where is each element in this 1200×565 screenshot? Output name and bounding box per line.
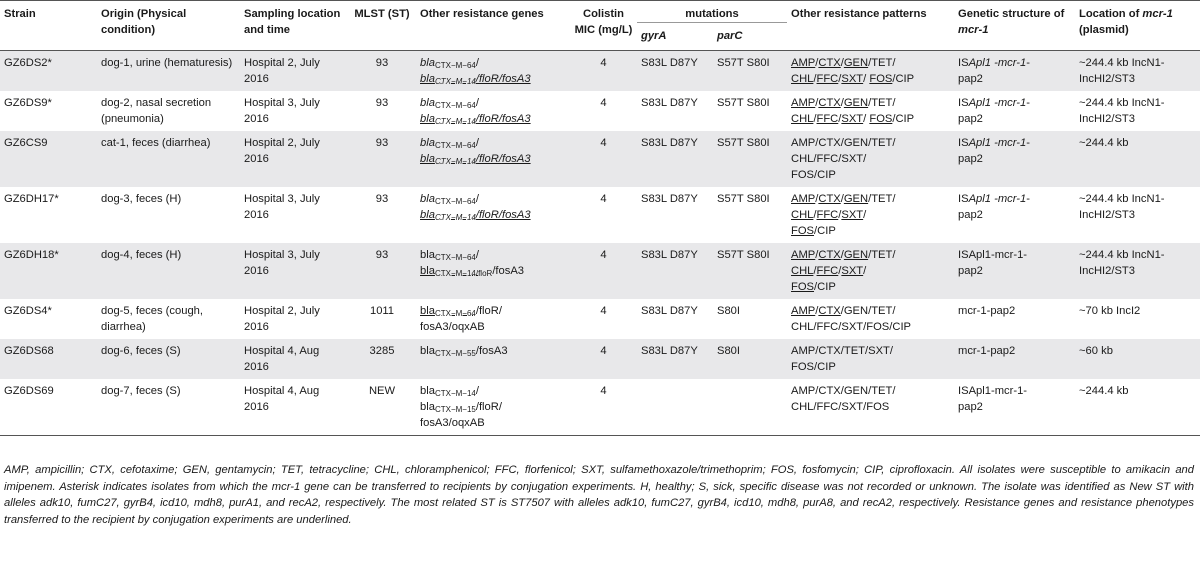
cell-parC: S57T S80I	[713, 131, 787, 187]
cell-patterns: AMP/CTX/GEN/TET/ CHL/FFC/SXT/ FOS/CIP	[787, 51, 954, 92]
cell-genes: bla$_{CTX-M-64}$/ bla$_{CTX-M-14}$/floR/fosA3	[416, 51, 570, 92]
cell-location: ~70 kb IncI2	[1079, 305, 1141, 317]
cell-gyrA: S83L D87Y	[637, 339, 713, 379]
cell-patterns: AMP/CTX/GEN/TET/ CHL/FFC/SXT/FOS	[791, 385, 896, 413]
cell-genetic: mcr-1-pap2	[958, 305, 1016, 317]
cell-sampling: Hospital 3, July 2016	[240, 243, 348, 299]
cell-st: 93	[375, 193, 389, 205]
cell-patterns: AMP/CTX/GEN/TET/ CHL/FFC/SXT/FOS/CIP	[791, 305, 912, 333]
cell-origin: dog-3, feces (H)	[101, 193, 182, 205]
cell-gyrA	[637, 379, 713, 436]
cell-origin: cat-1, feces (diarrhea)	[97, 131, 240, 187]
cell-location: ~244.4 kb IncN1-IncHI2/ST3	[1075, 243, 1200, 299]
cell-strain: GZ6DS2*	[0, 51, 97, 92]
cell-genetic: ISApl1 -mcr-1- pap2	[958, 97, 1030, 125]
header-colistin: Colistin MIC (mg/L)	[570, 1, 637, 51]
cell-mic: 4	[600, 305, 607, 317]
header-mlst: MLST (ST)	[348, 1, 416, 51]
cell-gyrA: S83L D87Y	[641, 305, 698, 317]
cell-parC: S57T S80I	[713, 51, 787, 92]
cell-mic: 4	[570, 51, 637, 92]
cell-patterns: AMP/CTX/GEN/TET/ CHL/FFC/SXT/ FOS/CIP	[787, 131, 954, 187]
cell-st: 1011	[369, 305, 395, 317]
cell-sampling: Hospital 2, July 2016	[240, 131, 348, 187]
cell-sampling: Hospital 4, Aug 2016	[240, 339, 348, 379]
cell-location: ~244.4 kb IncN1-IncHI2/ST3	[1079, 193, 1165, 221]
table-row	[0, 243, 1200, 299]
cell-strain: GZ6DS4*	[4, 305, 52, 317]
cell-strain: GZ6DS68	[0, 339, 97, 379]
cell-parC: S57T S80I	[717, 97, 770, 109]
cell-strain: GZ6DS9*	[4, 97, 52, 109]
cell-patterns: AMP/CTX/GEN/TET/ CHL/FFC/SXT/ FOS/CIP	[791, 193, 896, 237]
cell-st: 3285	[348, 339, 416, 379]
cell-parC: S80I	[717, 305, 741, 317]
cell-sampling: Hospital 2, July 2016	[240, 51, 348, 92]
cell-genes: bla$_{CTX-M-14}$/ bla$_{CTX-M-15}$/floR/ fosA3/oqxAB	[420, 385, 502, 429]
table-row	[0, 91, 1200, 131]
cell-genetic: ISApl1-mcr-1- pap2	[954, 243, 1075, 299]
cell-strain: GZ6DH18*	[0, 243, 97, 299]
cell-location: ~244.4 kb	[1075, 131, 1200, 187]
cell-gyrA: S83L D87Y	[641, 97, 698, 109]
cell-genetic: mcr-1-pap2	[954, 339, 1075, 379]
cell-origin: dog-2, nasal secretion (pneumonia)	[101, 97, 212, 125]
cell-st: 93	[348, 131, 416, 187]
cell-location: ~60 kb	[1075, 339, 1200, 379]
header-sampling: Sampling location and time	[240, 1, 348, 51]
cell-parC	[713, 379, 787, 436]
cell-parC: S57T S80I	[717, 193, 770, 205]
cell-sampling: Hospital 2, July 2016	[244, 305, 320, 333]
cell-gyrA: S83L D87Y	[637, 243, 713, 299]
cell-origin: dog-7, feces (S)	[101, 385, 181, 397]
cell-location: ~244.4 kb IncN1-IncHI2/ST3	[1075, 51, 1200, 92]
cell-genetic: ISApl1 -mcr-1- pap2	[954, 51, 1075, 92]
cell-mic: 4	[570, 339, 637, 379]
header-gyrA: gyrA	[637, 23, 713, 51]
table-row	[0, 51, 1200, 92]
cell-genes: bla$_{CTX-M-64}$/ bla$_{CTX-M-14}$/floR/fosA3	[420, 193, 531, 222]
cell-st: 93	[375, 97, 389, 109]
cell-genetic: ISApl1 -mcr-1- pap2	[954, 131, 1075, 187]
table-row	[0, 339, 1200, 379]
cell-patterns: AMP/CTX/TET/SXT/ FOS/CIP	[787, 339, 954, 379]
cell-mic: 4	[600, 385, 607, 397]
table-footnote: AMP, ampicillin; CTX, cefotaxime; GEN, gentamycin; TET, tetracycline; CHL, chloramphenicol; FFC, florfenicol; SXT, sulfamethoxazole/trimethoprim; FOS, fosfomycin; CIP, ciprofloxacin. All isolates were susceptible to amikacin and imipenem. Asterisk indicates isolates from which the mcr-1 gene can be transferred to recipients by conjugation experiments. H, healthy; S, sick, specific disease was not recorded or unknown. The isolate was identified as New ST with alleles adk10, fumC27, gyrB4, icd10, mdh8, purA1, and recA2, respectively. The most related ST is ST7507 with alleles adk10, fumC27, gyrB4, icd10, mdh8, purA8, and recA2, respectively. Resistance genes and resistance phenotypes transferred to the recipient by conjugation experiments are underlined.	[4, 464, 1194, 526]
header-strain: Strain	[0, 1, 97, 51]
cell-patterns: AMP/CTX/GEN/TET/ CHL/FFC/SXT/ FOS/CIP	[787, 243, 954, 299]
cell-genes: bla$_{CTX-M-64}$/floR/ fosA3/oqxAB	[420, 305, 502, 333]
cell-st: 93	[348, 51, 416, 92]
table-row	[0, 131, 1200, 187]
cell-mic: 4	[570, 243, 637, 299]
table-row	[0, 299, 1200, 339]
header-genetic: Genetic structure of mcr-1	[954, 1, 1075, 51]
cell-strain: GZ6CS9	[0, 131, 97, 187]
table-row	[0, 379, 1200, 436]
cell-st: NEW	[368, 385, 396, 397]
cell-patterns: AMP/CTX/GEN/TET/ CHL/FFC/SXT/ FOS/CIP	[791, 97, 915, 125]
header-row	[0, 1, 1200, 23]
table-row	[0, 187, 1200, 243]
cell-location: ~244.4 kb	[1079, 385, 1129, 397]
cell-mic: 4	[600, 97, 607, 109]
cell-genes: bla$_{CTX-M-64}$/ bla$_{CTX-M-14}$/floR/fosA3	[416, 131, 570, 187]
header-mutations: mutations	[637, 1, 787, 23]
cell-genetic: ISApl1 -mcr-1- pap2	[958, 193, 1030, 221]
cell-sampling: Hospital 3, July 2016	[244, 193, 320, 221]
cell-origin: dog-4, feces (H)	[97, 243, 240, 299]
cell-genetic: ISApl1-mcr-1- pap2	[958, 385, 1028, 413]
cell-genes: bla$_{CTX-M-55}$/fosA3	[416, 339, 570, 379]
cell-gyrA: S83L D87Y	[641, 193, 698, 205]
cell-st: 93	[348, 243, 416, 299]
cell-mic: 4	[570, 131, 637, 187]
header-patterns: Other resistance patterns	[787, 1, 954, 51]
cell-origin: dog-5, feces (cough, diarrhea)	[101, 305, 203, 333]
cell-parC: S80I	[713, 339, 787, 379]
header-parC: parC	[713, 23, 787, 51]
cell-strain: GZ6DH17*	[4, 193, 59, 205]
cell-sampling: Hospital 4, Aug 2016	[244, 385, 320, 413]
cell-location: ~244.4 kb IncN1-IncHI2/ST3	[1079, 97, 1165, 125]
cell-origin: dog-6, feces (S)	[97, 339, 240, 379]
cell-sampling: Hospital 3, July 2016	[244, 97, 320, 125]
header-location: Location of mcr-1 (plasmid)	[1075, 1, 1200, 51]
cell-parC: S57T S80I	[713, 243, 787, 299]
cell-genes: bla$_{CTX-M-64}$/ bla$_{CTX-M-14}$/floR/fosA3	[420, 97, 531, 126]
cell-genes: bla$_{CTX-M-64}$/ bla$_{CTX-M-14/floR}$/fosA3	[416, 243, 570, 299]
header-origin: Origin (Physical condition)	[97, 1, 240, 51]
header-other-genes: Other resistance genes	[416, 1, 570, 51]
cell-gyrA: S83L D87Y	[637, 51, 713, 92]
cell-gyrA: S83L D87Y	[637, 131, 713, 187]
cell-origin: dog-1, urine (hematuresis)	[97, 51, 240, 92]
cell-strain: GZ6DS69	[4, 385, 54, 397]
cell-mic: 4	[600, 193, 607, 205]
